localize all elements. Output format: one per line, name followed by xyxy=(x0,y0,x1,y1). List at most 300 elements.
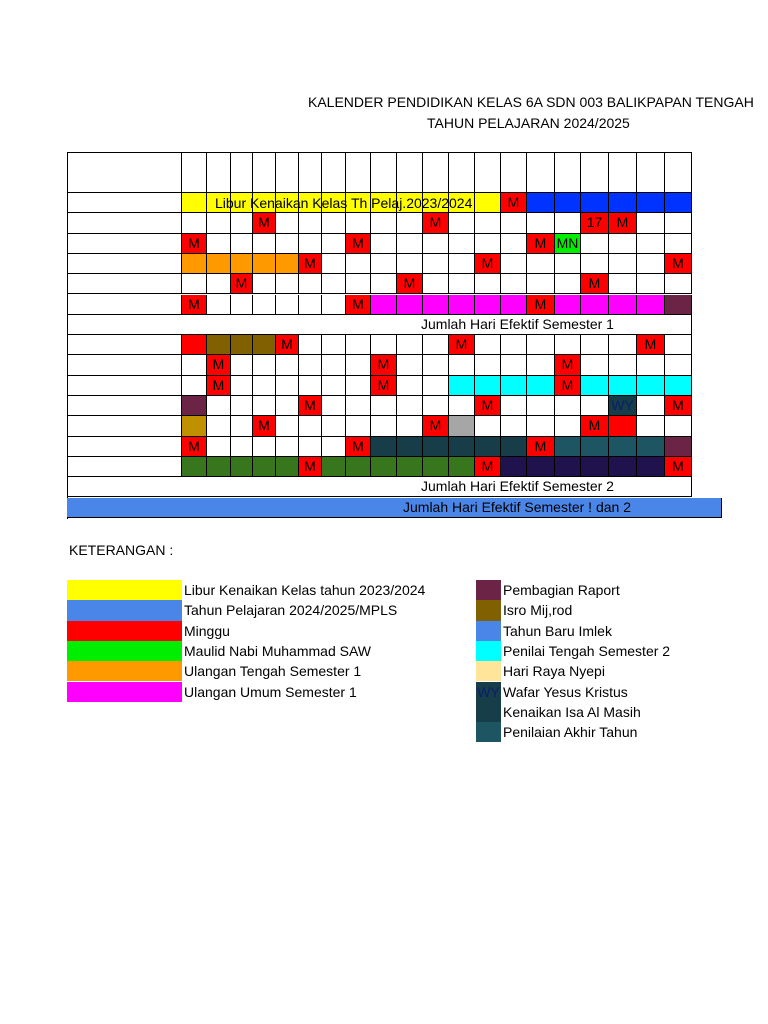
month-label xyxy=(67,396,182,416)
day-header xyxy=(182,152,207,193)
day-cell xyxy=(475,416,501,436)
day-cell xyxy=(637,416,665,436)
day-marker: M xyxy=(371,376,397,396)
day-cell xyxy=(346,213,371,233)
day-cell xyxy=(276,457,299,477)
day-cell xyxy=(637,193,665,213)
legend-label: Minggu xyxy=(184,622,230,639)
month-label xyxy=(67,416,182,436)
legend-label: Hari Raya Nyepi xyxy=(503,663,605,680)
day-cell xyxy=(609,437,637,457)
day-cell xyxy=(555,295,581,315)
day-cell xyxy=(609,295,637,315)
day-cell xyxy=(346,396,371,416)
month-label xyxy=(67,254,182,274)
day-cell xyxy=(253,376,276,396)
day-cell xyxy=(276,254,299,274)
day-cell xyxy=(207,254,231,274)
day-cell xyxy=(207,335,231,355)
day-cell xyxy=(371,457,397,477)
day-cell xyxy=(182,355,207,375)
month-label xyxy=(67,335,182,355)
day-cell xyxy=(501,355,527,375)
day-cell xyxy=(665,416,692,436)
day-cell xyxy=(501,295,527,315)
day-cell xyxy=(253,274,276,294)
legend-swatch xyxy=(476,661,501,681)
day-cell xyxy=(371,234,397,254)
day-cell xyxy=(555,416,581,436)
day-cell xyxy=(299,416,322,436)
day-header xyxy=(581,152,609,193)
day-cell xyxy=(231,396,253,416)
day-cell xyxy=(581,396,609,416)
day-cell xyxy=(322,254,346,274)
month-label xyxy=(67,437,182,457)
day-cell xyxy=(253,234,276,254)
day-cell xyxy=(665,193,692,213)
day-cell xyxy=(555,254,581,274)
day-cell xyxy=(253,295,276,315)
legend-label: Isro Mij,rod xyxy=(503,602,573,619)
day-cell xyxy=(182,376,207,396)
day-header xyxy=(346,152,371,193)
day-cell xyxy=(501,396,527,416)
legend-swatch xyxy=(67,661,182,681)
day-cell xyxy=(665,437,692,457)
day-marker: M xyxy=(182,234,207,254)
day-cell xyxy=(449,274,475,294)
day-cell xyxy=(371,274,397,294)
day-cell xyxy=(423,295,449,315)
day-cell xyxy=(346,335,371,355)
day-cell xyxy=(397,457,423,477)
month-label xyxy=(67,457,182,477)
day-cell xyxy=(501,457,527,477)
legend-swatch xyxy=(67,641,182,661)
day-cell xyxy=(609,416,637,436)
day-cell xyxy=(397,254,423,274)
legend-label: Penilai Tengah Semester 2 xyxy=(503,642,671,659)
day-cell xyxy=(609,376,637,396)
day-cell xyxy=(322,416,346,436)
day-cell xyxy=(581,376,609,396)
day-marker: M xyxy=(609,213,637,233)
day-marker: M xyxy=(581,274,609,294)
day-cell xyxy=(501,274,527,294)
day-cell xyxy=(449,396,475,416)
day-marker: M xyxy=(253,213,276,233)
day-cell xyxy=(501,335,527,355)
day-cell xyxy=(276,274,299,294)
legend-label: Penilaian Akhir Tahun xyxy=(503,724,638,741)
day-marker: M xyxy=(207,355,231,375)
day-marker: M xyxy=(555,376,581,396)
day-marker: M xyxy=(527,234,555,254)
day-cell xyxy=(182,254,207,274)
day-cell xyxy=(231,335,253,355)
day-cell xyxy=(475,335,501,355)
day-marker: M xyxy=(665,396,692,416)
legend-label: Tahun Pelajaran 2024/2025/MPLS xyxy=(184,602,398,619)
day-marker: M xyxy=(299,254,322,274)
day-cell xyxy=(609,335,637,355)
day-cell xyxy=(475,376,501,396)
day-cell xyxy=(397,234,423,254)
day-marker: M xyxy=(475,457,501,477)
day-cell xyxy=(322,295,346,315)
legend-label: Ulangan Tengah Semester 1 xyxy=(184,663,362,680)
day-cell xyxy=(527,274,555,294)
day-cell xyxy=(207,234,231,254)
day-header xyxy=(423,152,449,193)
day-cell xyxy=(299,355,322,375)
day-marker: 17 xyxy=(581,213,609,233)
day-cell xyxy=(449,376,475,396)
day-cell xyxy=(423,457,449,477)
month-label xyxy=(67,213,182,233)
day-marker: M xyxy=(527,437,555,457)
day-cell xyxy=(501,213,527,233)
day-marker: MN xyxy=(555,234,581,254)
day-marker: M xyxy=(397,274,423,294)
day-marker: M xyxy=(253,416,276,436)
day-cell xyxy=(555,193,581,213)
day-cell xyxy=(665,295,692,315)
day-marker: M xyxy=(182,437,207,457)
header-label xyxy=(67,152,182,193)
day-cell xyxy=(182,193,207,213)
day-cell xyxy=(299,213,322,233)
day-cell xyxy=(449,213,475,233)
total-summary: Jumlah Hari Efektif Semester ! dan 2 xyxy=(67,498,722,518)
day-header xyxy=(609,152,637,193)
day-marker: M xyxy=(346,295,371,315)
day-cell xyxy=(423,335,449,355)
day-header xyxy=(501,152,527,193)
day-header xyxy=(371,152,397,193)
legend-swatch xyxy=(476,580,501,600)
day-marker: M xyxy=(182,295,207,315)
day-cell xyxy=(527,335,555,355)
legend-label: Maulid Nabi Muhammad SAW xyxy=(184,642,371,659)
day-cell xyxy=(276,295,299,315)
day-cell xyxy=(299,295,322,315)
day-cell xyxy=(207,295,231,315)
day-cell xyxy=(397,437,423,457)
day-cell xyxy=(299,335,322,355)
day-cell xyxy=(322,355,346,375)
legend-label: Tahun Baru Imlek xyxy=(503,622,612,639)
day-cell xyxy=(346,457,371,477)
day-cell xyxy=(207,274,231,294)
day-cell xyxy=(322,457,346,477)
day-cell xyxy=(276,376,299,396)
day-cell xyxy=(527,254,555,274)
day-cell xyxy=(253,457,276,477)
day-cell xyxy=(322,274,346,294)
day-cell xyxy=(276,213,299,233)
day-header xyxy=(299,152,322,193)
day-header xyxy=(322,152,346,193)
day-cell xyxy=(276,355,299,375)
day-cell xyxy=(299,274,322,294)
day-cell xyxy=(207,213,231,233)
legend-swatch xyxy=(476,641,501,661)
day-cell xyxy=(527,193,555,213)
day-cell xyxy=(397,335,423,355)
day-marker: M xyxy=(423,213,449,233)
semester2-summary: Jumlah Hari Efektif Semester 2 xyxy=(67,477,692,497)
day-cell xyxy=(449,254,475,274)
day-cell xyxy=(581,335,609,355)
day-cell xyxy=(609,234,637,254)
day-cell xyxy=(371,416,397,436)
day-cell xyxy=(665,376,692,396)
day-cell xyxy=(609,457,637,477)
day-cell xyxy=(423,437,449,457)
day-marker: M xyxy=(581,416,609,436)
day-marker: M xyxy=(449,335,475,355)
day-cell xyxy=(501,437,527,457)
legend-label: Libur Kenaikan Kelas tahun 2023/2024 xyxy=(184,582,426,598)
day-marker: M xyxy=(665,254,692,274)
day-marker: M xyxy=(346,234,371,254)
month-label xyxy=(67,295,182,315)
day-header xyxy=(207,152,231,193)
day-cell xyxy=(637,355,665,375)
day-marker: M xyxy=(475,254,501,274)
day-cell xyxy=(475,234,501,254)
day-cell xyxy=(555,437,581,457)
legend-swatch: WY xyxy=(476,682,501,702)
day-cell xyxy=(555,335,581,355)
day-cell xyxy=(555,457,581,477)
day-cell xyxy=(527,457,555,477)
day-cell xyxy=(397,416,423,436)
day-cell xyxy=(276,416,299,436)
day-marker: M xyxy=(299,396,322,416)
day-cell xyxy=(637,376,665,396)
day-cell xyxy=(231,437,253,457)
day-cell xyxy=(423,376,449,396)
day-cell xyxy=(182,335,207,355)
day-cell xyxy=(449,355,475,375)
day-marker: M xyxy=(475,396,501,416)
day-cell xyxy=(231,295,253,315)
day-cell xyxy=(397,376,423,396)
day-cell xyxy=(346,355,371,375)
day-cell xyxy=(182,274,207,294)
day-cell xyxy=(665,335,692,355)
day-cell xyxy=(555,274,581,294)
day-header xyxy=(527,152,555,193)
day-cell xyxy=(299,234,322,254)
day-cell xyxy=(371,437,397,457)
legend-swatch xyxy=(476,702,501,722)
day-cell xyxy=(475,437,501,457)
day-cell xyxy=(609,355,637,375)
day-cell xyxy=(322,396,346,416)
day-cell xyxy=(253,254,276,274)
day-cell xyxy=(581,457,609,477)
day-cell xyxy=(322,234,346,254)
day-header xyxy=(555,152,581,193)
day-cell xyxy=(299,437,322,457)
day-cell xyxy=(276,396,299,416)
day-cell xyxy=(423,254,449,274)
day-cell xyxy=(449,295,475,315)
day-cell xyxy=(371,295,397,315)
day-cell xyxy=(253,355,276,375)
day-cell xyxy=(581,355,609,375)
day-cell xyxy=(449,457,475,477)
day-header xyxy=(475,152,501,193)
day-cell xyxy=(555,213,581,233)
day-header xyxy=(397,152,423,193)
day-marker: WY xyxy=(609,396,637,416)
day-cell xyxy=(637,234,665,254)
day-cell xyxy=(637,295,665,315)
day-cell xyxy=(207,396,231,416)
legend-label: Pembagian Raport xyxy=(503,582,620,598)
legend-label: Ulangan Umum Semester 1 xyxy=(184,683,357,700)
legend-label: Kenaikan Isa Al Masih xyxy=(503,703,641,720)
day-cell xyxy=(501,254,527,274)
legend-swatch xyxy=(67,580,182,600)
day-cell xyxy=(371,254,397,274)
day-cell xyxy=(371,213,397,233)
day-header xyxy=(231,152,253,193)
day-cell xyxy=(609,254,637,274)
day-cell xyxy=(253,335,276,355)
day-cell xyxy=(581,437,609,457)
day-cell xyxy=(231,234,253,254)
day-cell xyxy=(665,234,692,254)
legend-swatch xyxy=(67,682,182,702)
day-cell xyxy=(475,213,501,233)
day-cell xyxy=(637,213,665,233)
day-cell xyxy=(637,437,665,457)
day-cell xyxy=(322,376,346,396)
day-cell xyxy=(231,457,253,477)
day-cell xyxy=(397,213,423,233)
day-cell xyxy=(276,234,299,254)
day-cell xyxy=(423,355,449,375)
day-cell xyxy=(449,234,475,254)
day-cell xyxy=(276,437,299,457)
day-cell xyxy=(346,254,371,274)
day-cell xyxy=(182,396,207,416)
legend-swatch xyxy=(476,722,501,742)
day-cell xyxy=(555,396,581,416)
legend-label: Wafar Yesus Kristus xyxy=(503,683,628,700)
day-cell xyxy=(449,416,475,436)
day-cell xyxy=(527,376,555,396)
day-cell xyxy=(637,396,665,416)
day-cell xyxy=(581,254,609,274)
holiday-banner-text: Libur Kenaikan Kelas Th Pelaj.2023/2024 xyxy=(215,195,473,211)
day-cell xyxy=(397,396,423,416)
day-cell xyxy=(423,396,449,416)
day-cell xyxy=(231,376,253,396)
legend-swatch xyxy=(476,621,501,641)
day-cell xyxy=(231,416,253,436)
day-cell xyxy=(346,376,371,396)
day-cell xyxy=(322,213,346,233)
day-cell xyxy=(231,213,253,233)
month-label xyxy=(67,274,182,294)
day-cell xyxy=(665,274,692,294)
day-cell xyxy=(501,234,527,254)
day-cell xyxy=(371,396,397,416)
day-cell xyxy=(397,355,423,375)
calendar-subtitle: TAHUN PELAJARAN 2024/2025 xyxy=(427,115,630,131)
day-cell xyxy=(475,355,501,375)
day-cell xyxy=(346,274,371,294)
day-cell xyxy=(423,274,449,294)
month-label xyxy=(67,355,182,375)
month-label xyxy=(67,234,182,254)
day-marker: M xyxy=(231,274,253,294)
day-cell xyxy=(609,193,637,213)
day-cell xyxy=(182,416,207,436)
day-cell xyxy=(501,376,527,396)
day-cell xyxy=(207,457,231,477)
day-cell xyxy=(253,437,276,457)
day-marker: M xyxy=(665,457,692,477)
day-cell xyxy=(527,213,555,233)
day-cell xyxy=(207,437,231,457)
day-marker: M xyxy=(276,335,299,355)
day-cell xyxy=(182,213,207,233)
day-header xyxy=(637,152,665,193)
day-cell xyxy=(581,234,609,254)
day-cell xyxy=(581,193,609,213)
day-marker: M xyxy=(371,355,397,375)
day-header xyxy=(276,152,299,193)
day-cell xyxy=(475,295,501,315)
day-cell xyxy=(371,335,397,355)
day-cell xyxy=(299,376,322,396)
day-cell xyxy=(182,457,207,477)
legend-swatch xyxy=(476,600,501,620)
day-cell xyxy=(527,416,555,436)
day-header xyxy=(253,152,276,193)
day-cell xyxy=(637,274,665,294)
day-cell xyxy=(207,416,231,436)
day-cell xyxy=(665,355,692,375)
day-cell xyxy=(475,274,501,294)
day-cell xyxy=(253,396,276,416)
day-header xyxy=(665,152,692,193)
day-marker: M xyxy=(423,416,449,436)
day-header xyxy=(449,152,475,193)
day-cell xyxy=(501,416,527,436)
day-cell xyxy=(322,335,346,355)
day-cell xyxy=(665,213,692,233)
day-cell xyxy=(475,193,501,213)
month-label xyxy=(67,376,182,396)
day-marker: M xyxy=(637,335,665,355)
day-marker: M xyxy=(527,295,555,315)
day-marker: M xyxy=(346,437,371,457)
day-cell xyxy=(423,234,449,254)
legend-swatch xyxy=(67,600,182,620)
day-cell xyxy=(231,254,253,274)
day-cell xyxy=(637,457,665,477)
semester1-summary: Jumlah Hari Efektif Semester 1 xyxy=(67,315,692,335)
